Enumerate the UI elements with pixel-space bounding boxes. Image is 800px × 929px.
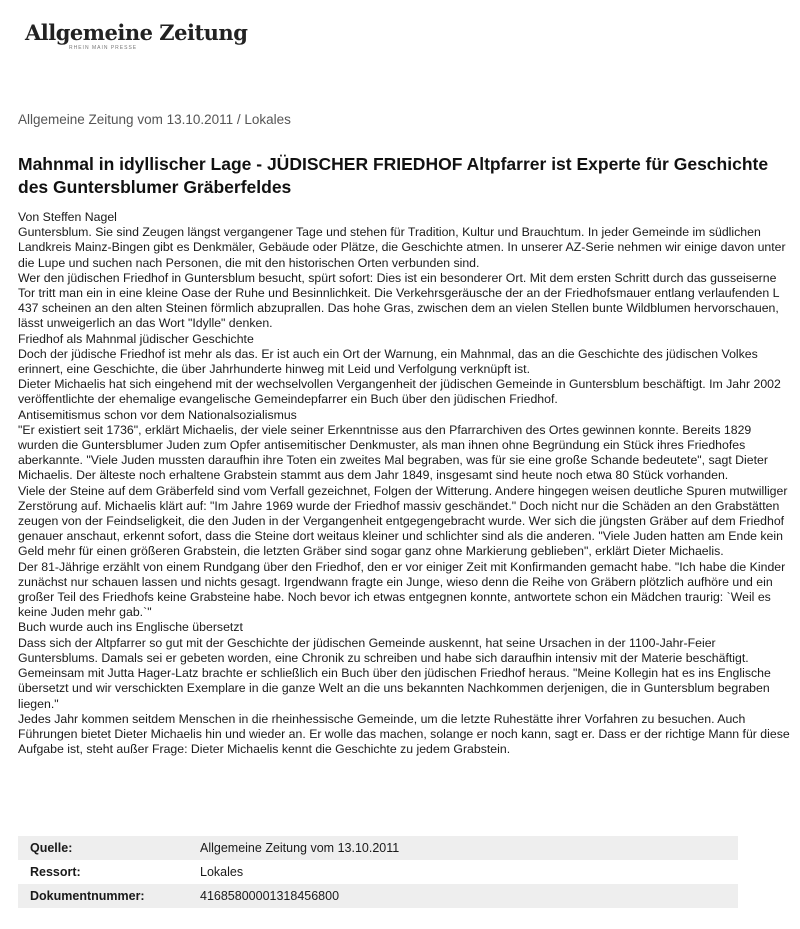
logo-text: Allgemeine Zeitung: [25, 20, 248, 45]
meta-row-document-number: [18, 884, 738, 908]
subheading: Friedhof als Mahnmal jüdischer Geschichte: [18, 331, 254, 346]
paragraph: Der 81-Jährige erzählt von einem Rundgang über den Friedhof, den er vor einiger Zeit mit Konfirmanden gemacht habe. "Ich habe die Kinder zunächst nur schauen lassen und nichts gesagt. Irgendwann fragte ein Junge, wieso denn die Reihe von Gräbern plötzlich aufhöre und ein großer Teil des Friedhofs keine Grabsteine habe. Noch bevor ich etwas entgegnen konnte, antwortete schon ein Mädchen traurig: `Weil es keine Juden mehr gab.`": [18, 559, 786, 620]
newspaper-logo: [25, 22, 247, 51]
meta-value: 416858000013184568​00: [188, 884, 738, 908]
paragraph: Wer den jüdischen Friedhof in Guntersblum besucht, spürt sofort: Dies ist ein besonderer Ort. Mit dem ersten Schritt durch das gusseiserne Tor tritt man ein in eine kleine Oase der Ruhe und Besinnlichkeit. Die Verkehrsgeräusche der an der Friedhofsmauer entlang verlaufenden L 437 scheinen an den alten Steinen förmlich abzuprallen. Das hohe Gras, zwischen dem an vielen Stellen bunte Wildblumen hervorschauen, lässt unweigerlich an das Wort "Idylle" denken.: [18, 270, 780, 331]
subheading: Antisemitismus schon vor dem Nationalsozialismus: [18, 407, 297, 422]
meta-label: Ressort:: [30, 865, 81, 879]
paragraph: Viele der Steine auf dem Gräberfeld sind vom Verfall gezeichnet, Folgen der Witterung. Andere hingegen weisen deutliche Spuren mutwilliger Zerstörung auf. Michaelis klärt auf: "Im Jahre 1969 wurde der Friedhof massiv geschändet." Doch nicht nur die Schäden an den Grabstätten zeugen von der Feindseligkeit, die den Juden in der Vergangenheit entgegengebracht wurde. Wer sich die jüngsten Gräber auf dem Friedhof genauer anschaut, erkennt sofort, dass die Steine dort weitaus kleiner und schlichter sind als die anderen. "Viele Juden hatten am Ende kein Geld mehr für einen größeren Grabstein, die letzten Gräber sind sogar ganz ohne Markierung geblieben", erklärt Dieter Michaelis.: [18, 483, 788, 559]
logo-tagline: RHEIN MAIN PRESSE: [69, 45, 138, 51]
paragraph: Dass sich der Altpfarrer so gut mit der Geschichte der jüdischen Gemeinde auskennt, hat seine Ursachen in der 1100-Jahr-Feier Guntersblums. Damals sei er gebeten worden, eine Chronik zu schreiben und habe sich daraufhin intensiv mit der Materie beschäftigt. Gemeinsam mit Jutta Hager-Latz brachte er schließlich ein Buch über den jüdischen Friedhof heraus. "Meine Kollegin hat es ins Englische übersetzt und wir verschickten Exemplare in die ganze Welt an die uns bekannten Nachkommen derjenigen, die in Guntersblum begraben liegen.": [18, 635, 771, 711]
meta-row-section: [18, 860, 738, 884]
article-body: [18, 210, 793, 757]
meta-row-source: [18, 836, 738, 860]
meta-label: Dokumentnummer:: [18, 884, 188, 908]
article-title: Mahnmal in idyllischer Lage - JÜDISCHER FRIEDHOF Altpfarrer ist Experte für Geschichte des Guntersblumer Gräberfeldes: [18, 154, 769, 197]
byline: Von Steffen Nagel: [18, 210, 117, 224]
paragraph: "Er existiert seit 1736", erklärt Michaelis, der viele seiner Erkenntnisse aus den Pfarrarchiven des Ortes gewinnen konnte. Bereits 1829 wurden die Guntersblumer Juden zum Opfer antisemitischer Denkmuster, als man ihnen ohne Begründung ein Stück ihres Friedhofes aberkannte. "Viele Juden mussten daraufhin ihre Toten ein zweites Mal begraben, was für sie eine große Schande bedeutete", sagt Dieter Michaelis. Der älteste noch erhaltene Grabstein stammt aus dem Jahr 1849, insgesamt sind heute noch etwa 80 Stück vorhanden.: [18, 422, 768, 483]
paragraph: Jedes Jahr kommen seitdem Menschen in die rheinhessische Gemeinde, um die letzte Ruhestätte ihrer Vorfahren zu besuchen. Auch Führungen bietet Dieter Michaelis hin und wieder an. Er wolle das machen, solange er noch kann, sagt er. Dass er der richtige Mann für diese Aufgabe ist, steht außer Frage: Dieter Michaelis kennt die Geschichte zu jedem Grabstein.: [18, 711, 790, 757]
subheading: Buch wurde auch ins Englische übersetzt: [18, 620, 243, 635]
source-line: Allgemeine Zeitung vom 13.10.2011 / Lokales: [18, 112, 291, 127]
metadata-table: [18, 836, 738, 908]
meta-value: Lokales: [200, 865, 244, 879]
meta-label: Quelle:: [18, 836, 188, 860]
meta-value: Allgemeine Zeitung vom 13.10.2011: [188, 836, 738, 860]
paragraph: Doch der jüdische Friedhof ist mehr als das. Er ist auch ein Ort der Warnung, ein Mahnmal, das an die Geschichte des jüdischen Volkes erinnert, eine Geschichte, die über Jahrhunderte hinweg mit Leid und Verfolgung verknüpft ist.: [18, 346, 758, 377]
paragraph: Dieter Michaelis hat sich eingehend mit der wechselvollen Vergangenheit der jüdischen Gemeinde in Guntersblum beschäftigt. Im Jahr 2002 veröffentlichte der ehemalige evangelische Gemeindepfarrer ein Buch über den jüdischen Friedhof.: [18, 377, 781, 407]
paragraph: Guntersblum. Sie sind Zeugen längst vergangener Tage und stehen für Tradition, Kultur und Brauchtum. In jeder Gemeinde im südlichen Landkreis Mainz-Bingen gibt es Denkmäler, Gebäude oder Plätze, die Geschichte atmen. In unserer AZ-Serie nehmen wir einige davon unter die Lupe und suchen nach Personen, die mit den historischen Orten verbunden sind.: [18, 225, 786, 270]
